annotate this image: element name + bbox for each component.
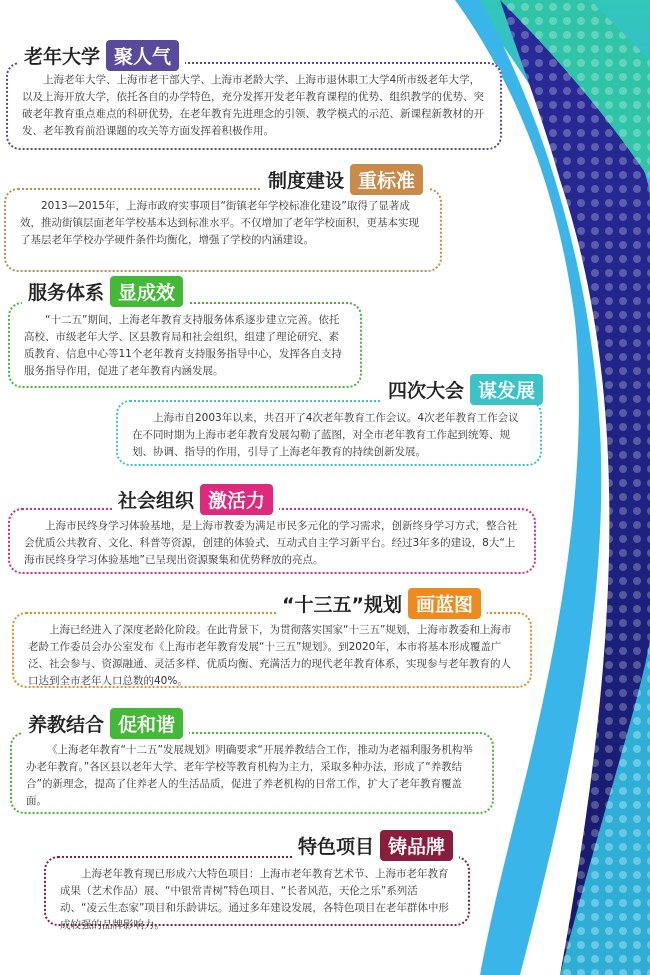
- section-8-tag: 铸品牌: [380, 830, 453, 861]
- section-6-tag: 画蓝图: [408, 588, 481, 619]
- section-5-text: 上海市民终身学习体验基地，是上海市教委为满足市民多元化的学习需求，创新终身学习方式，整合社会优质公共教育、文化、科普等资源，创建的体验式、互动式自主学习新平台。经过3年多的建设，8大“上海市民终身学习体验基地”已呈现出资源聚集和优势释放的亮点。: [24, 520, 518, 566]
- section-4-title-text: 四次大会: [388, 380, 465, 402]
- section-8-box: [44, 856, 470, 931]
- section-5-box: [8, 508, 536, 574]
- section-6-text: 上海已经进入了深度老龄化阶段。在此背景下，为贯彻落实国家“十三五”规划，上海市教委和上海市老龄工作委员会办公室发布《上海市老年教育发展“十三五”规划》。到2020年，本市将基本形成覆盖广泛、社会参与、资源融通、灵活多样、优质均衡、充满活力的现代老年教育体系，实现参与老年教育的人口达到全市老年人口总数的40%。: [28, 624, 512, 687]
- section-1-title: [18, 40, 185, 71]
- section-8-title-text: 特色项目: [298, 836, 375, 858]
- section-2-title: [262, 164, 429, 195]
- section-7-tag: 促和谐: [110, 708, 183, 739]
- section-5-title-text: 社会组织: [118, 490, 195, 512]
- section-7-title: [22, 708, 189, 739]
- section-2-tag: 重标准: [350, 164, 423, 195]
- section-7-text: 《上海老年教育“十二五”发展规划》明确要求“开展养教结合工作，推动为老福利服务机构举办老年教育。”各区县以老年大学、老年学校等教育机构为主力，采取多种办法，形成了“养教结合”的新理念，提高了住养老人的生活品质，促进了养老机构的日常工作，扩大了老年教育覆盖面。: [26, 744, 473, 807]
- section-3-tag: 显成效: [110, 276, 183, 307]
- section-6-title-text: “十三五”规划: [282, 594, 402, 616]
- section-1-title-text: 老年大学: [24, 46, 101, 68]
- section-5-title: [112, 484, 279, 515]
- section-2-title-text: 制度建设: [268, 170, 345, 192]
- section-4-tag: 谋发展: [470, 374, 543, 405]
- section-2-box: [4, 188, 442, 272]
- section-7-title-text: 养教结合: [28, 714, 105, 736]
- section-8-text: 上海老年教育现已形成六大特色项目：上海市老年教育艺术节、上海市老年教育成果（艺术作品）展、“中银常青树”特色项目、“长者风范，天伦之乐”系列活动、“凌云生态家”项目和乐龄讲坛。通过多年建设发展，各特色项目在老年群体中形成较强的品牌影响力。: [60, 868, 449, 931]
- section-4-text: 上海市自2003年以来，共召开了4次老年教育工作会议。4次老年教育工作会议在不同时期为上海市老年教育发展勾勒了蓝图，对全市老年教育工作起到统筹、规划、协调、指导的作用，引导了上海老年教育的持续创新发展。: [132, 412, 519, 458]
- section-4-title: [382, 374, 549, 405]
- section-5-tag: 激活力: [200, 484, 273, 515]
- section-3-title: [22, 276, 189, 307]
- section-6-box: [12, 612, 532, 688]
- section-3-title-text: 服务体系: [28, 282, 105, 304]
- section-4-box: [116, 400, 542, 466]
- section-3-text: “十二五”期间，上海老年教育支持服务体系逐步建立完善。依托高校、市级老年大学、区县教育局和社会组织，组建了理论研究、素质教育、信息中心等11个老年教育支持服务指导中心，发挥各自支持服务指导作用，促进了老年教育内涵发展。: [24, 314, 342, 377]
- section-2-text: 2013—2015年，上海市政府实事项目“街镇老年学校标准化建设”取得了显著成效，推动街镇层面老年学校基本达到标准水平。不仅增加了老年学校面积，更基本实现了基层老年学校办学硬件条件均衡化，增强了学校的内涵建设。: [20, 200, 419, 246]
- section-1-box: [6, 62, 502, 150]
- section-7-box: [10, 732, 494, 814]
- section-1-tag: 聚人气: [106, 40, 179, 71]
- section-6-title: [276, 588, 487, 619]
- section-3-box: [8, 302, 362, 388]
- section-1-text: 上海老年大学、上海市老干部大学、上海市老龄大学、上海市退休职工大学4所市级老年大学，以及上海开放大学，依托各自的办学特色，充分发挥开发老年教育课程的优势、组织教学的优势、突破老年教育重点难点的科研优势，在老年教育先进理念的引领、教学模式的示范、新课程新教材的开发、老年教育前沿课题的攻关等方面发挥着积极作用。: [22, 74, 484, 137]
- section-8-title: [292, 830, 459, 861]
